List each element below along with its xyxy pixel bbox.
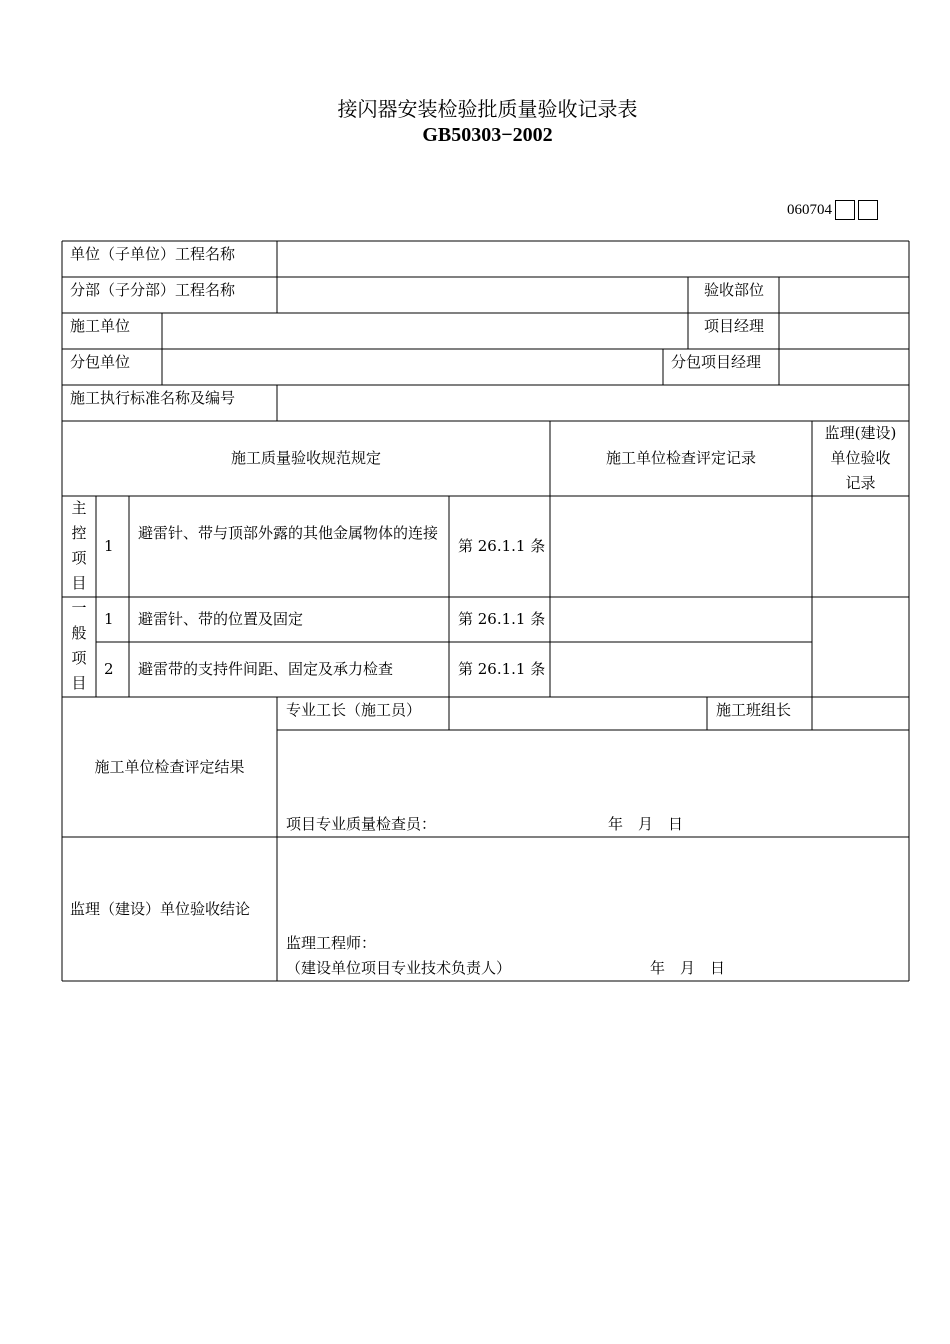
record-header: 施工单位检查评定记录 — [605, 449, 756, 467]
supervisor-conclusion-label: 监理（建设）单位验收结论 — [70, 900, 251, 918]
item-number: 2 — [104, 660, 114, 678]
item-clause: 第 26.1.1 条 — [458, 660, 546, 678]
supervision-header-line2: 单位验收 — [830, 449, 891, 467]
general-items-label-char: 目 — [71, 674, 87, 692]
supervision-header-line3: 记录 — [845, 474, 876, 492]
main-items-label-char: 目 — [71, 574, 87, 592]
supervision-header-line1: 监理(建设) — [824, 424, 897, 442]
form-code-number: 060704 — [787, 202, 832, 218]
document-title: 接闪器安装检验批质量验收记录表 — [337, 97, 638, 121]
item-content: 避雷带的支持件间距、固定及承力检查 — [138, 660, 394, 678]
main-items-label-char: 控 — [71, 524, 87, 542]
general-items-label-char: 项 — [71, 649, 87, 667]
supervisor-date: 年 月 日 — [650, 959, 726, 977]
unit-project-label: 单位（子单位）工程名称 — [70, 245, 236, 263]
standard-number: GB50303−2002 — [422, 124, 553, 146]
main-items-label-char: 项 — [71, 549, 87, 567]
constructor-date: 年 月 日 — [608, 815, 684, 833]
subcontractor-label: 分包单位 — [70, 353, 131, 371]
item-content: 避雷针、带的位置及固定 — [138, 610, 304, 628]
sub-project-label: 分部（子分部）工程名称 — [70, 281, 236, 299]
item-clause: 第 26.1.1 条 — [458, 537, 546, 555]
constructor-label: 施工单位 — [70, 317, 131, 335]
foreman-label: 专业工长（施工员） — [286, 701, 422, 719]
quality-inspector-label: 项目专业质量检查员： — [286, 815, 437, 833]
constructor-result-label: 施工单位检查评定结果 — [94, 758, 245, 776]
item-number: 1 — [104, 610, 114, 628]
sub-manager-label: 分包项目经理 — [671, 353, 762, 371]
item-clause: 第 26.1.1 条 — [458, 610, 546, 628]
general-items-label-char: 般 — [71, 624, 87, 642]
standard-label: 施工执行标准名称及编号 — [70, 389, 236, 407]
supervising-engineer-label: 监理工程师： — [286, 934, 377, 952]
item-content: 避雷针、带与顶部外露的其他金属物体的连接 — [138, 524, 439, 542]
owner-representative-label: （建设单位项目专业技术负责人） — [286, 959, 512, 977]
acceptance-part-label: 验收部位 — [704, 281, 765, 299]
team-leader-label: 施工班组长 — [716, 701, 792, 719]
project-manager-label: 项目经理 — [704, 317, 765, 335]
spec-header: 施工质量验收规范规定 — [230, 449, 381, 467]
general-items-label-char: 一 — [71, 599, 87, 617]
main-items-label-char: 主 — [71, 499, 87, 517]
item-number: 1 — [104, 537, 114, 555]
